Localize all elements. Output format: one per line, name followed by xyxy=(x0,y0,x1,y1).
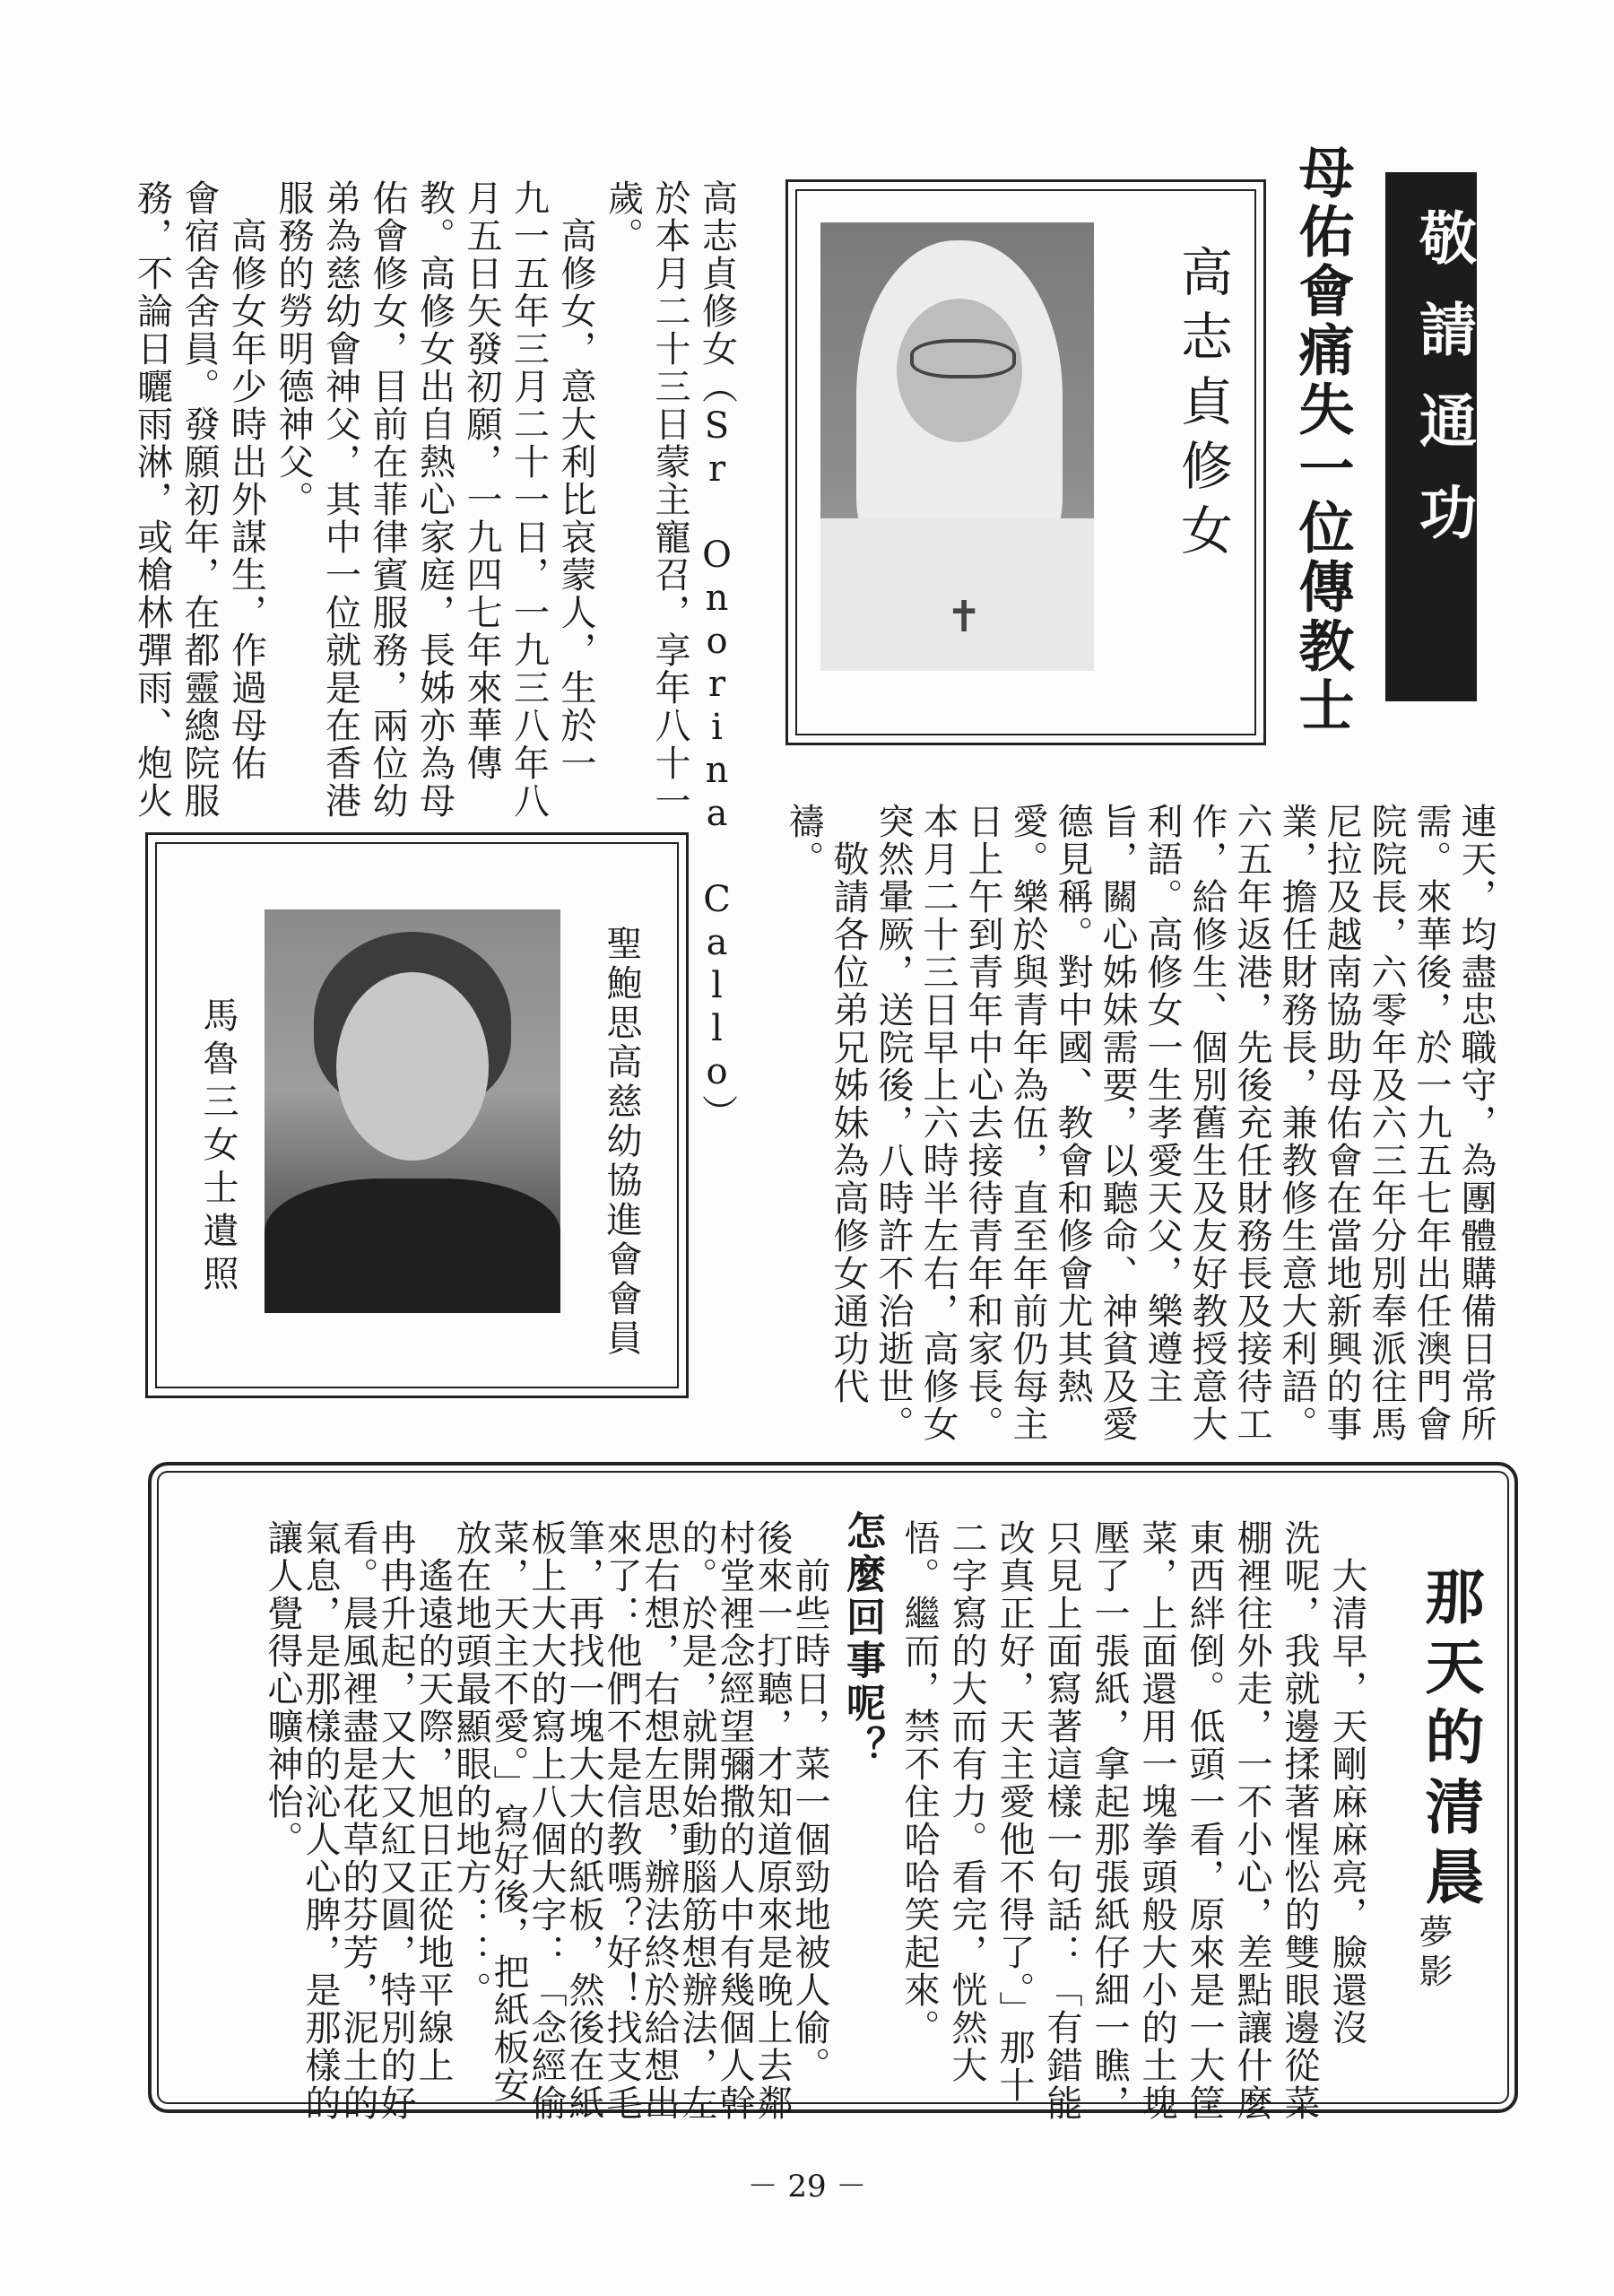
text-column: 突然暈厥，送院後，八時許不治逝世。 xyxy=(872,803,914,1443)
text-column: 敬請各位弟兄姊妹為高修女通功代 xyxy=(828,803,869,1405)
text-column: 只見上面寫著這樣一句話：「有錯能 xyxy=(1041,1519,1082,2122)
body xyxy=(265,1178,560,1313)
text-column: 弟為慈幼會神父，其中一位就是在香港 xyxy=(319,179,361,820)
text-column: 筆，再找一塊大大的紙板，然後在紙 xyxy=(563,1519,604,2122)
text-column: 大清早，天剛麻麻亮，臉還沒 xyxy=(1326,1519,1367,2047)
text-column: 務，不論日曬雨淋，或槍林彈雨、炮火 xyxy=(131,179,173,820)
text-column: 悟。繼而，禁不住哈哈笑起來。 xyxy=(898,1519,940,2047)
cross-icon: ✝ xyxy=(946,592,983,642)
text-column: 遙遠的天際，旭日正從地平線上 xyxy=(412,1519,454,2084)
text-column: 旨，關心姊妹需要，以聽命、神貧及愛 xyxy=(1097,803,1138,1443)
face xyxy=(336,972,489,1161)
text-column: 高修女，意大利比哀蒙人，生於一 xyxy=(555,179,596,782)
memorial-association: 聖鮑思高慈幼協進會會員 xyxy=(601,925,642,1359)
text-column: 本月二十三日早上六時半左右，高修女 xyxy=(917,803,959,1443)
text-column: 村堂裡念經望彌撒的人中有幾個人幹 xyxy=(714,1519,755,2122)
text-column: 棚裡往外走，一不小心，差點讓什麼 xyxy=(1231,1519,1272,2122)
sister-photo-frame xyxy=(785,179,1266,745)
memorial-portrait xyxy=(265,909,560,1313)
banner xyxy=(1385,172,1477,701)
text-column: 二字寫的大而有力。看完，恍然大 xyxy=(946,1519,987,2084)
memorial-caption: 馬魯三女士遺照 xyxy=(197,996,239,1298)
text-column: 業，擔任財務長，兼教修生意大利語。 xyxy=(1276,803,1317,1443)
obituary-mid xyxy=(780,803,1497,1448)
headline: 母佑會痛失一位傳教士 xyxy=(1289,144,1355,735)
text-column: 前些時日，菜一個勁地被人偷。 xyxy=(789,1519,830,2084)
article-box xyxy=(148,1462,1518,2122)
text-column: 月五日矢發初願，一九四七年來華傳 xyxy=(461,179,502,782)
text-column: 作，給修生、個別舊生及友好教授意大 xyxy=(1186,803,1228,1443)
article-text-2 xyxy=(259,1519,830,2122)
glasses xyxy=(910,339,1016,378)
text-column: 後來一打聽，才知道原來是晚上去鄰 xyxy=(751,1519,793,2122)
article-title: 那天的清晨 xyxy=(1415,1566,1484,1916)
text-column: 六五年返港，先後充任財務長及接待工 xyxy=(1231,803,1272,1443)
text-column: 看。晨風裡盡是花草的芬芳，泥土的 xyxy=(337,1519,378,2122)
text-column: 日上午到青年中心去接待青年和家長。 xyxy=(962,803,1003,1443)
text-column: 歲。 xyxy=(602,179,644,255)
text-column: 改真正好，天主愛他不得了。」那十 xyxy=(994,1519,1035,2104)
sister-portrait xyxy=(820,222,1094,671)
text-column: 愛。樂於與青年為伍，直至年前仍每主 xyxy=(1007,803,1048,1443)
text-column: 需。來華後，於一九五七年出任澳門會 xyxy=(1410,803,1452,1443)
text-column: 壓了一張紙，拿起那張紙仔細一瞧， xyxy=(1089,1519,1130,2122)
text-column: 思右想，右想左思，辦法終於給想出 xyxy=(638,1519,680,2122)
text-column: 教。高修女出自熱心家庭，長姊亦為母 xyxy=(413,179,456,820)
text-column: 於本月二十三日蒙主寵召，享年八十一 xyxy=(649,179,690,820)
obituary-top xyxy=(126,179,741,1132)
article-author: 夢影 xyxy=(1413,1914,1453,1993)
text-column: 冉冉升起，又大又紅又圓，特別的好 xyxy=(375,1519,416,2122)
text-column: 讓人覺得心曠神怡。 xyxy=(262,1519,303,1858)
text-column: 洗呢，我就邊揉著惺忪的雙眼邊從菜 xyxy=(1279,1519,1320,2122)
text-column: 菜，上面還用一塊拳頭般大小的土塊 xyxy=(1136,1519,1177,2122)
text-column: 九一五年三月二十一日，一九三八年八 xyxy=(508,179,550,820)
text-column: 利語。高修女一生孝愛天父，樂遵主 xyxy=(1141,803,1183,1405)
text-column: 放在地頭最顯眼的地方：：。 xyxy=(450,1519,491,2009)
text-column: 德見稱。對中國、教會和修會尤其熱 xyxy=(1052,803,1093,1405)
banner-title: 敬請通功 xyxy=(1410,208,1476,574)
text-column: 連天，均盡忠職守，為團體購備日常所 xyxy=(1455,803,1497,1443)
text-column: 佑會修女，目前在菲律賓服務，兩位幼 xyxy=(367,179,408,820)
text-column: 東西絆倒。低頭一看，原來是一大筐 xyxy=(1184,1519,1225,2122)
article-text-1 xyxy=(887,1519,1371,2122)
article-subheading: 怎麼回事呢？ xyxy=(839,1510,885,1769)
page-number: － 29 － xyxy=(747,2169,867,2205)
text-column: 院院長，六零年及六三年分別奉派往馬 xyxy=(1366,803,1407,1443)
text-column: 來了：他們不是信教嗎？好！找支毛 xyxy=(601,1519,642,2122)
text-column: 尼拉及越南協助母佑會在當地新興的事 xyxy=(1321,803,1362,1443)
text-column: 服務的勞明德神父。 xyxy=(273,179,314,518)
text-column: 禱。 xyxy=(783,803,824,878)
text-column: 的。於是，就開始動腦筋想辦法，左 xyxy=(676,1519,717,2122)
text-column: 板上大大的寫上八個大字：「念經偷 xyxy=(525,1519,567,2122)
text-column: 菜，天主不愛。」寫好後，把紙板安 xyxy=(488,1519,529,2104)
text-column: 高志貞修女（Sr Onorina Callo） xyxy=(696,179,738,1132)
sister-photo-caption: 高志貞修女 xyxy=(1172,245,1233,568)
memorial-photo-frame xyxy=(145,832,689,1398)
text-column: 會宿舍舍員。發願初年，在都靈總院服 xyxy=(178,179,220,820)
text-column: 氣息，是那樣的沁人心脾，是那樣的 xyxy=(299,1519,341,2122)
text-column: 高修女年少時出外謀生，作過母佑 xyxy=(225,179,267,782)
